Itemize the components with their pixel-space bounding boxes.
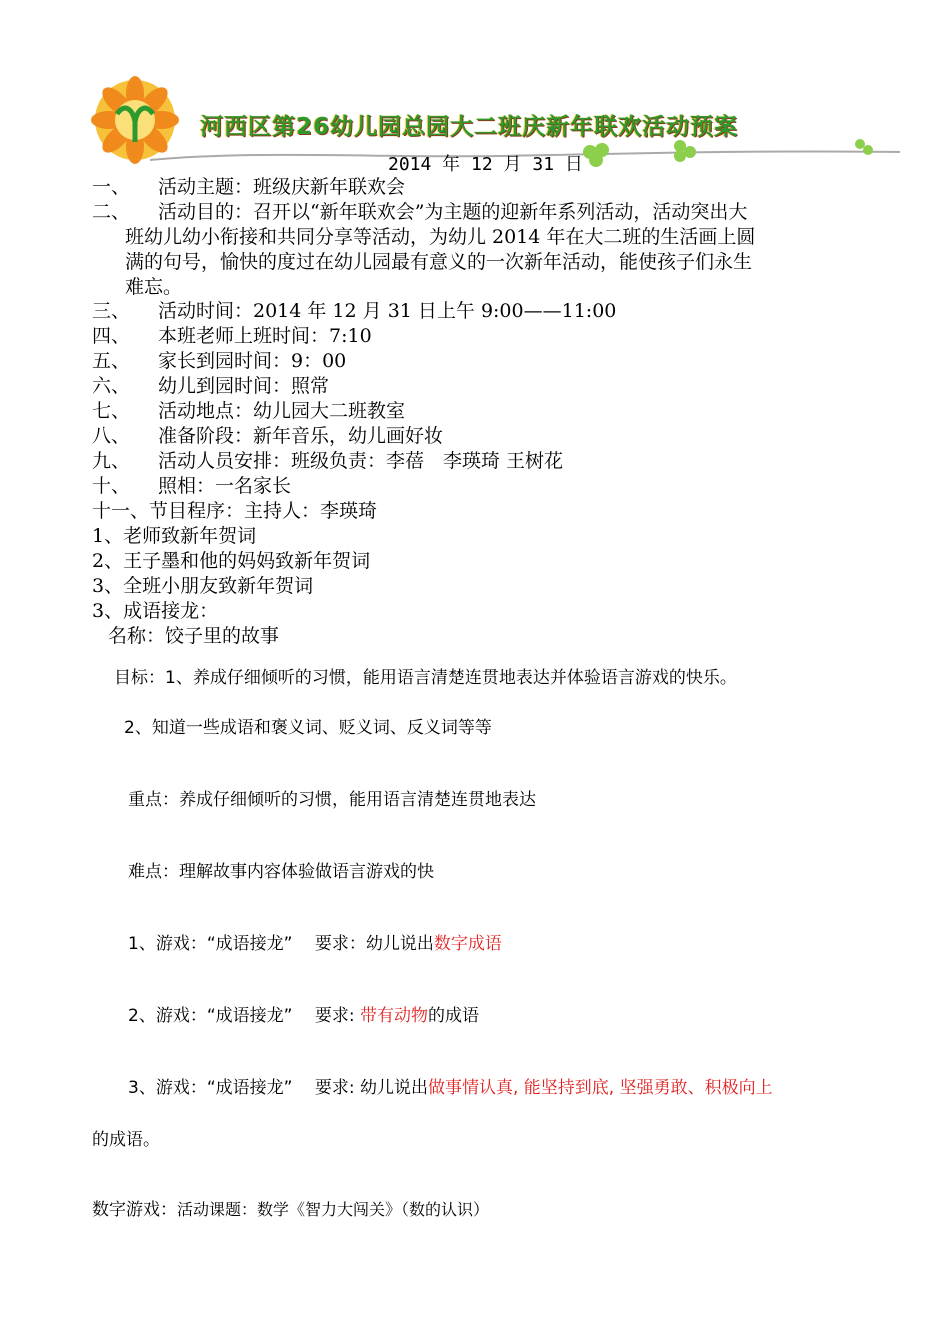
section-text: 活动目的：召开以“新年联欢会”为主题的迎新年系列活动，活动突出大: [158, 201, 748, 223]
highlight-text: 带有动物: [359, 1006, 428, 1026]
program-item: 1、老师致新年贺词: [92, 525, 257, 547]
focus-point: 重点：养成仔细倾听的习惯，能用语言清楚连贯地表达: [128, 790, 536, 810]
game-requirement-tail: 的成语。: [92, 1130, 160, 1150]
program-item: 2、王子墨和他的妈妈致新年贺词: [92, 550, 371, 572]
section-item: [92, 499, 377, 524]
section-number: 六、: [92, 375, 131, 397]
section-text: 活动主题：班级庆新年联欢会: [158, 176, 406, 198]
section-text: 活动人员安排：班级负责：李蓓 李瑛琦 王树花: [158, 450, 564, 472]
section-item: [92, 474, 291, 499]
section-item: [92, 175, 405, 200]
section-number: 五、: [92, 350, 131, 372]
section-text: 本班老师上班时间：7:10: [158, 325, 372, 347]
highlight-text: 数字成语: [433, 934, 502, 954]
game-requirement-suffix: 的成语: [427, 1006, 479, 1026]
program-item: 3、全班小朋友致新年贺词: [92, 575, 314, 597]
section-number: 八、: [92, 425, 131, 447]
section-text: 活动地点：幼儿园大二班教室: [158, 400, 406, 422]
game-requirement-text: 3、游戏：“成语接龙” 要求: 幼儿说出: [128, 1078, 428, 1098]
game-requirement-text: 2、游戏：“成语接龙” 要求:: [128, 1006, 360, 1026]
digital-game-label: 数字游戏：: [92, 1200, 177, 1220]
difficulty-point: 难点：理解故事内容体验做语言游戏的快: [128, 862, 434, 882]
goal-2: 2、知道一些成语和褒义词、贬义词、反义词等等: [124, 718, 492, 738]
section-number: 二、: [92, 201, 131, 223]
program-item: 3、成语接龙：: [92, 600, 219, 622]
digital-game-text: 活动课题：数学《智力大闯关》（数的认识）: [177, 1200, 490, 1219]
game-name: 名称：饺子里的故事: [108, 625, 280, 647]
section-number: 十、: [92, 475, 131, 497]
section-item: [92, 374, 329, 399]
section-item: [92, 324, 372, 349]
document-title: 河西区第26幼儿园总园大二班庆新年联欢活动预案: [200, 114, 739, 140]
section-item: [92, 399, 405, 424]
section-text: 准备阶段：新年音乐，幼儿画好妆: [158, 425, 444, 447]
document-date: 2014 年 12 月 31 日: [388, 154, 583, 175]
section-text: 活动时间：2014 年 12 月 31 日上午 9:00——11:00: [158, 300, 617, 322]
section-number: 九、: [92, 450, 131, 472]
game-requirement: [128, 1073, 773, 1098]
highlight-text: 做事情认真, 能坚持到底, 坚强勇敢、积极向上: [427, 1078, 773, 1098]
section-number: 七、: [92, 400, 131, 422]
header: [80, 70, 910, 180]
section-item: [92, 200, 872, 300]
section-text: 家长到园时间：9：00: [158, 350, 347, 372]
game-requirement: [128, 929, 502, 954]
goal-1: 目标：1、养成仔细倾听的习惯，能用语言清楚连贯地表达并体验语言游戏的快乐。: [114, 668, 737, 688]
section-item: [92, 349, 346, 374]
section-text: 幼儿到园时间：照常: [158, 375, 330, 397]
section-item: [92, 449, 563, 474]
section-text-continued: 难忘。: [125, 276, 183, 298]
section-number: 四、: [92, 325, 131, 347]
section-number: 一、: [92, 176, 131, 198]
section-text: 照相：一名家长: [158, 475, 292, 497]
section-text: 节目程序：主持人：李瑛琦: [149, 500, 378, 522]
game-requirement-text: 1、游戏：“成语接龙” 要求：幼儿说出: [128, 934, 434, 954]
digital-game: [92, 1195, 489, 1220]
game-requirement: [128, 1001, 479, 1026]
section-number: 十一、: [92, 500, 150, 522]
section-number: 三、: [92, 300, 131, 322]
section-item: [92, 424, 443, 449]
section-item: [92, 299, 616, 324]
section-text-continued: 满的句号，愉快的度过在幼儿园最有意义的一次新年活动，能使孩子们永生: [125, 251, 753, 273]
section-text-continued: 班幼儿幼小衔接和共同分享等活动，为幼儿 2014 年在大二班的生活画上圆: [125, 226, 756, 248]
